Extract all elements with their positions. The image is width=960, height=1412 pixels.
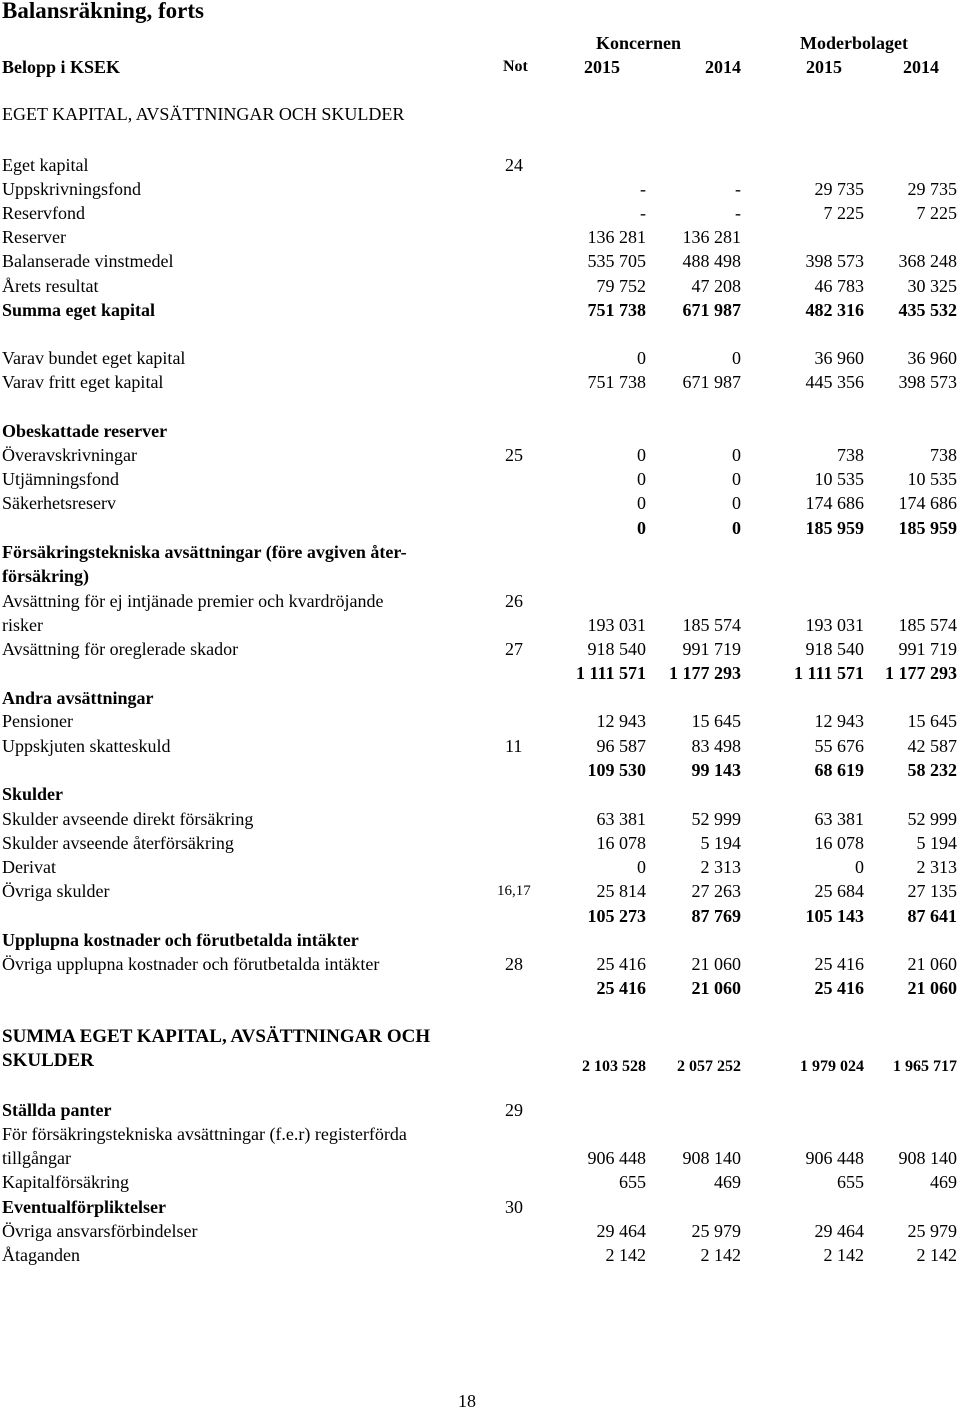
row-value: 193 031: [587, 615, 646, 635]
table-row: [0, 879, 960, 903]
row-value: 655: [837, 1172, 864, 1192]
page-title: Balansräkning, forts: [2, 0, 204, 23]
row-value: 908 140: [682, 1148, 741, 1168]
table-row: [0, 249, 960, 273]
row-value: 0: [732, 493, 741, 513]
row-value: 21 060: [907, 978, 957, 998]
table-row: [0, 1243, 960, 1267]
page-number: 18: [458, 1391, 476, 1411]
row-value: 25 979: [691, 1221, 741, 1241]
table-row: [0, 1025, 960, 1049]
row-value: 29 735: [907, 179, 957, 199]
row-value: 1 177 293: [885, 663, 957, 683]
row-value: 906 448: [587, 1148, 646, 1168]
row-value: 87 769: [691, 906, 741, 926]
row-value: 10 535: [907, 469, 957, 489]
row-label: Eget kapital: [2, 155, 89, 175]
row-label: Uppskjuten skatteskuld: [2, 736, 171, 756]
row-value: 21 060: [691, 978, 741, 998]
row-value: 0: [732, 469, 741, 489]
row-value: 29 735: [814, 179, 864, 199]
row-value: 2 057 252: [677, 1058, 741, 1075]
table-row: [0, 709, 960, 733]
row-label: Reserver: [2, 227, 66, 247]
row-value: 918 540: [805, 639, 864, 659]
row-value: 2 142: [916, 1245, 957, 1265]
row-label: Uppskrivningsfond: [2, 179, 141, 199]
column-header-year: 2015: [806, 57, 842, 77]
row-value: 136 281: [682, 227, 741, 247]
row-label: risker: [2, 615, 43, 635]
row-label: Eventualförpliktelser: [2, 1197, 166, 1217]
row-value: 991 719: [682, 639, 741, 659]
column-header-year: 2014: [903, 57, 939, 77]
table-row: [0, 346, 960, 370]
table-row: [0, 734, 960, 758]
row-note: 27: [505, 639, 523, 659]
table-row: [0, 516, 960, 540]
section-title: EGET KAPITAL, AVSÄTTNINGAR OCH SKULDER: [2, 104, 405, 124]
row-label: försäkring): [2, 566, 89, 586]
table-row: [0, 831, 960, 855]
row-value: 79 752: [596, 276, 646, 296]
row-value: 12 943: [596, 711, 646, 731]
row-label: tillgångar: [2, 1148, 71, 1168]
row-note: 28: [505, 954, 523, 974]
row-value: 751 738: [587, 372, 646, 392]
table-row: [0, 274, 960, 298]
row-label: Övriga upplupna kostnader och förutbetalda intäkter: [2, 954, 380, 974]
row-label: Försäkringstekniska avsättningar (före avgiven åter-: [2, 542, 407, 562]
row-label: Varav fritt eget kapital: [2, 372, 164, 392]
row-value: 469: [714, 1172, 741, 1192]
column-header-year: 2014: [705, 57, 741, 77]
row-label: SUMMA EGET KAPITAL, AVSÄTTNINGAR OCH: [2, 1026, 431, 1047]
row-value: 29 464: [596, 1221, 646, 1241]
row-value: 52 999: [907, 809, 957, 829]
row-value: 68 619: [814, 760, 864, 780]
table-row: [0, 443, 960, 467]
row-value: 27 135: [907, 881, 957, 901]
row-value: 0: [637, 857, 646, 877]
row-value: 29 464: [814, 1221, 864, 1241]
row-value: 25 416: [596, 978, 646, 998]
group-header-koncernen: Koncernen: [596, 33, 681, 53]
row-value: 58 232: [907, 760, 957, 780]
row-value: 751 738: [587, 300, 646, 320]
row-label: Upplupna kostnader och förutbetalda intäkter: [2, 930, 359, 950]
row-value: 99 143: [691, 760, 741, 780]
row-value: 0: [732, 518, 741, 538]
row-note: 29: [505, 1100, 523, 1120]
row-note: 30: [505, 1197, 523, 1217]
row-value: 193 031: [805, 615, 864, 635]
row-label: Årets resultat: [2, 276, 99, 296]
row-value: 1 111 571: [793, 663, 864, 683]
row-value: 655: [619, 1172, 646, 1192]
row-value: 16 078: [596, 833, 646, 853]
table-row: [0, 1195, 960, 1219]
row-value: 55 676: [814, 736, 864, 756]
row-value: 96 587: [596, 736, 646, 756]
table-row: [0, 467, 960, 491]
column-header-label: Belopp i KSEK: [2, 57, 121, 77]
table-row: [0, 613, 960, 637]
row-value: 7 225: [916, 203, 957, 223]
row-label: Övriga skulder: [2, 881, 110, 901]
table-row: [0, 298, 960, 322]
row-value: 469: [930, 1172, 957, 1192]
row-label: Åtaganden: [2, 1245, 80, 1265]
row-value: 398 573: [805, 251, 864, 271]
table-row: [0, 564, 960, 588]
table-row: [0, 589, 960, 613]
row-label: SKULDER: [2, 1050, 94, 1071]
row-value: 47 208: [691, 276, 741, 296]
table-row: [0, 952, 960, 976]
row-label: Ställda panter: [2, 1100, 112, 1120]
row-value: 27 263: [691, 881, 741, 901]
row-value: 2 142: [823, 1245, 864, 1265]
row-note: 26: [505, 591, 523, 611]
table-row: [0, 782, 960, 806]
row-value: 46 783: [814, 276, 864, 296]
row-value: 5 194: [916, 833, 957, 853]
row-label: Utjämningsfond: [2, 469, 119, 489]
row-value: 15 645: [907, 711, 957, 731]
row-value: 63 381: [596, 809, 646, 829]
row-value: 368 248: [898, 251, 957, 271]
row-value: 738: [930, 445, 957, 465]
row-value: 30 325: [907, 276, 957, 296]
row-value: -: [735, 179, 741, 199]
table-row: [0, 1098, 960, 1122]
row-value: 1 177 293: [669, 663, 741, 683]
row-value: 0: [637, 518, 646, 538]
table-row: [0, 807, 960, 831]
row-value: 21 060: [907, 954, 957, 974]
row-value: 25 416: [596, 954, 646, 974]
row-value: 7 225: [823, 203, 864, 223]
row-value: 0: [637, 445, 646, 465]
row-value: 738: [837, 445, 864, 465]
row-value: 25 979: [907, 1221, 957, 1241]
row-value: 87 641: [907, 906, 957, 926]
table-row: [0, 686, 960, 710]
row-value: 185 959: [805, 518, 864, 538]
table-row: [0, 976, 960, 1000]
row-value: 671 987: [682, 372, 741, 392]
row-value: 136 281: [587, 227, 646, 247]
row-value: 16 078: [814, 833, 864, 853]
table-row: [0, 661, 960, 685]
row-value: 0: [637, 469, 646, 489]
row-value: 671 987: [682, 300, 741, 320]
row-value: 908 140: [898, 1148, 957, 1168]
table-row: [0, 1122, 960, 1146]
table-row: [0, 370, 960, 394]
column-header-not: Not: [503, 58, 528, 75]
row-value: 15 645: [691, 711, 741, 731]
row-value: 10 535: [814, 469, 864, 489]
row-value: 12 943: [814, 711, 864, 731]
row-value: 174 686: [898, 493, 957, 513]
table-row: [0, 201, 960, 225]
row-value: 0: [732, 445, 741, 465]
table-row: [0, 855, 960, 879]
row-value: -: [640, 179, 646, 199]
row-value: 83 498: [691, 736, 741, 756]
row-value: 488 498: [682, 251, 741, 271]
table-row: [0, 1219, 960, 1243]
row-value: 21 060: [691, 954, 741, 974]
row-value: 25 684: [814, 881, 864, 901]
row-value: 991 719: [898, 639, 957, 659]
row-value: 42 587: [907, 736, 957, 756]
row-label: Överavskrivningar: [2, 445, 137, 465]
row-note: 25: [505, 445, 523, 465]
row-label: Summa eget kapital: [2, 300, 155, 320]
row-value: 2 313: [916, 857, 957, 877]
row-value: 0: [637, 348, 646, 368]
row-value: 25 416: [814, 954, 864, 974]
row-label: Säkerhetsreserv: [2, 493, 116, 513]
row-value: 2 142: [605, 1245, 646, 1265]
row-label: Reservfond: [2, 203, 85, 223]
row-label: Skulder: [2, 784, 64, 804]
row-value: 918 540: [587, 639, 646, 659]
row-value: 2 142: [700, 1245, 741, 1265]
row-value: 25 416: [814, 978, 864, 998]
table-row: [0, 419, 960, 443]
row-value: 174 686: [805, 493, 864, 513]
row-label: För försäkringstekniska avsättningar (f.e.r) registerförda: [2, 1124, 407, 1144]
row-value: 0: [855, 857, 864, 877]
table-row: [0, 177, 960, 201]
row-value: -: [640, 203, 646, 223]
row-value: 398 573: [898, 372, 957, 392]
row-note: 16,17: [497, 883, 531, 899]
row-value: 445 356: [805, 372, 864, 392]
row-label: Skulder avseende direkt försäkring: [2, 809, 254, 829]
table-row: [0, 637, 960, 661]
row-label: Obeskattade reserver: [2, 421, 168, 441]
table-row: [0, 491, 960, 515]
group-header-moderbolaget: Moderbolaget: [800, 33, 908, 53]
row-value: -: [735, 203, 741, 223]
row-label: Andra avsättningar: [2, 688, 154, 708]
row-value: 185 959: [898, 518, 957, 538]
row-label: Varav bundet eget kapital: [2, 348, 186, 368]
row-value: 1 979 024: [800, 1058, 864, 1075]
row-value: 5 194: [700, 833, 741, 853]
row-value: 535 705: [587, 251, 646, 271]
row-value: 105 143: [805, 906, 864, 926]
row-value: 109 530: [587, 760, 646, 780]
row-label: Avsättning för oreglerade skador: [2, 639, 239, 659]
row-value: 0: [732, 348, 741, 368]
row-value: 435 532: [898, 300, 957, 320]
row-label: Pensioner: [2, 711, 73, 731]
row-label: Kapitalförsäkring: [2, 1172, 129, 1192]
row-label: Balanserade vinstmedel: [2, 251, 174, 271]
table-row: [0, 153, 960, 177]
row-label: Skulder avseende återförsäkring: [2, 833, 234, 853]
row-value: 185 574: [682, 615, 741, 635]
row-value: 2 103 528: [582, 1058, 646, 1075]
row-value: 185 574: [898, 615, 957, 635]
table-row: [0, 1146, 960, 1170]
row-value: 906 448: [805, 1148, 864, 1168]
table-row: [0, 928, 960, 952]
row-value: 482 316: [805, 300, 864, 320]
row-value: 2 313: [700, 857, 741, 877]
column-header-year: 2015: [584, 57, 620, 77]
table-row: [0, 540, 960, 564]
row-label: Övriga ansvarsförbindelser: [2, 1221, 198, 1241]
row-value: 52 999: [691, 809, 741, 829]
row-value: 36 960: [814, 348, 864, 368]
row-value: 0: [637, 493, 646, 513]
table-row: [0, 904, 960, 928]
row-label: Avsättning för ej intjänade premier och kvardröjande: [2, 591, 384, 611]
row-value: 1 111 571: [575, 663, 646, 683]
row-value: 105 273: [587, 906, 646, 926]
row-value: 25 814: [596, 881, 646, 901]
row-value: 36 960: [907, 348, 957, 368]
row-value: 63 381: [814, 809, 864, 829]
table-row: [0, 225, 960, 249]
table-row: [0, 1170, 960, 1194]
row-note: 11: [505, 736, 523, 756]
table-row: [0, 758, 960, 782]
row-value: 1 965 717: [893, 1058, 957, 1075]
row-label: Derivat: [2, 857, 56, 877]
table-row: [0, 1049, 960, 1073]
row-note: 24: [505, 155, 523, 175]
